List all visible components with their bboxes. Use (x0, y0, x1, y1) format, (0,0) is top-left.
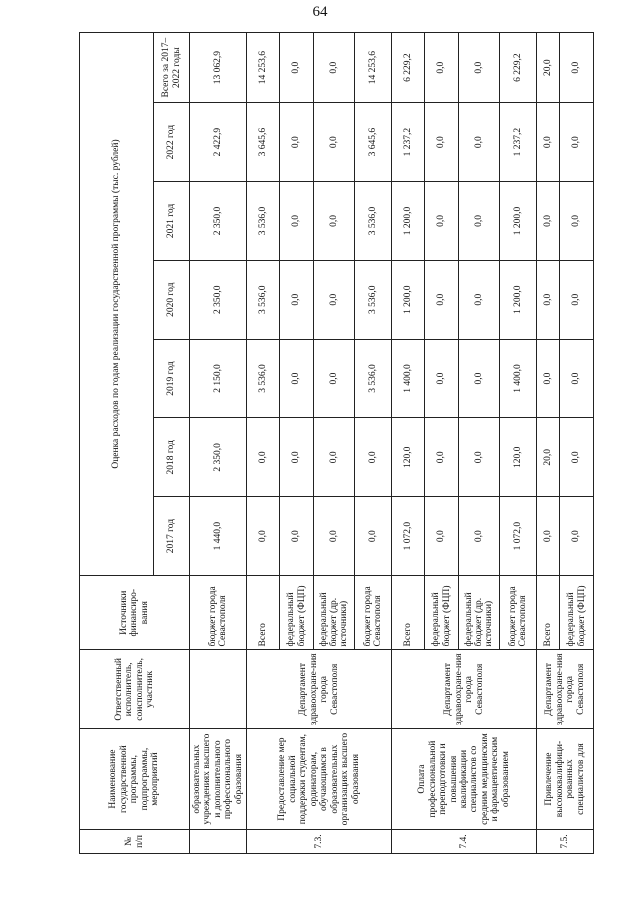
row-responsible: Департамент здравоохране-ния города Севастополя (247, 650, 392, 729)
row-responsible: Департамент здравоохране-ния города Севастополя (392, 650, 537, 729)
value-cell: 1 237,2 (392, 103, 425, 182)
value-cell: 0,0 (425, 182, 459, 261)
table-row (190, 33, 247, 854)
header-year: 2022 год (154, 103, 190, 182)
value-cell: 1 200,0 (500, 182, 537, 261)
value-cell: 3 536,0 (247, 339, 280, 418)
row-source: Всего (247, 576, 280, 650)
row-responsible: Департамент здравоохране-ния города Севастополя (537, 650, 594, 729)
value-cell: 2 422,9 (190, 103, 247, 182)
value-cell: 0,0 (459, 497, 500, 576)
value-cell: 1 200,0 (392, 260, 425, 339)
header-no: № п/п (80, 829, 190, 853)
row-number (190, 829, 247, 853)
value-cell: 0,0 (314, 418, 355, 497)
value-cell: 0,0 (560, 260, 594, 339)
header-year: 2020 год (154, 260, 190, 339)
row-source: бюджет города Севастополя (190, 576, 247, 650)
row-source: Всего (537, 576, 560, 650)
value-cell: 0,0 (459, 339, 500, 418)
value-cell: 0,0 (560, 497, 594, 576)
value-cell: 0,0 (280, 103, 314, 182)
header-year: 2019 год (154, 339, 190, 418)
value-cell: 0,0 (280, 182, 314, 261)
value-cell: 0,0 (537, 182, 560, 261)
table-row (537, 33, 560, 854)
value-cell: 3 536,0 (355, 339, 392, 418)
value-cell: 3 536,0 (247, 260, 280, 339)
value-cell: 0,0 (280, 260, 314, 339)
header-row (80, 33, 154, 854)
value-cell-total: 0,0 (560, 33, 594, 103)
value-cell: 0,0 (425, 260, 459, 339)
value-cell: 0,0 (355, 418, 392, 497)
header-name: Наименование государственной программы, подпрограммы, мероприятий (80, 729, 190, 830)
value-cell-total: 6 229,2 (500, 33, 537, 103)
header-year: 2017 год (154, 497, 190, 576)
value-cell: 3 645,6 (355, 103, 392, 182)
value-cell-total: 13 062,9 (190, 33, 247, 103)
row-name: Привлечение высококвалифици-рованных специалистов для (537, 729, 594, 830)
row-source: федеральный бюджет (ФЦП) (560, 576, 594, 650)
value-cell: 1 072,0 (500, 497, 537, 576)
value-cell: 0,0 (537, 260, 560, 339)
header-year: 2018 год (154, 418, 190, 497)
value-cell-total: 14 253,6 (355, 33, 392, 103)
value-cell-total: 20,0 (537, 33, 560, 103)
value-cell-total: 0,0 (425, 33, 459, 103)
value-cell: 0,0 (280, 339, 314, 418)
value-cell: 1 237,2 (500, 103, 537, 182)
value-cell: 2 350,0 (190, 182, 247, 261)
value-cell: 0,0 (280, 497, 314, 576)
value-cell: 0,0 (560, 418, 594, 497)
value-cell-total: 0,0 (280, 33, 314, 103)
value-cell: 0,0 (247, 497, 280, 576)
row-source: федеральный бюджет (др. источники) (459, 576, 500, 650)
row-source: федеральный бюджет (ФЦП) (280, 576, 314, 650)
row-source: бюджет города Севастополя (355, 576, 392, 650)
header-total: Всего за 2017–2022 годы (154, 33, 190, 103)
table-row (392, 33, 425, 854)
row-source: федеральный бюджет (ФЦП) (425, 576, 459, 650)
value-cell: 3 645,6 (247, 103, 280, 182)
funding-table (79, 32, 594, 854)
value-cell: 0,0 (459, 182, 500, 261)
value-cell: 120,0 (500, 418, 537, 497)
value-cell-total: 0,0 (459, 33, 500, 103)
header-responsible: Ответственный исполнитель, соисполнитель, участник (80, 650, 190, 729)
value-cell-total: 14 253,6 (247, 33, 280, 103)
value-cell: 0,0 (314, 260, 355, 339)
row-number: 7.4. (392, 829, 537, 853)
value-cell: 1 400,0 (500, 339, 537, 418)
value-cell: 3 536,0 (247, 182, 280, 261)
header-estimate: Оценка расходов по годам реализации государственной программы (тыс. рублей) (80, 33, 154, 576)
value-cell: 2 350,0 (190, 418, 247, 497)
value-cell: 0,0 (314, 182, 355, 261)
value-cell: 20,0 (537, 418, 560, 497)
value-cell: 0,0 (314, 339, 355, 418)
rotated-table-container (79, 32, 619, 854)
value-cell: 2 350,0 (190, 260, 247, 339)
value-cell: 0,0 (459, 418, 500, 497)
table-row (247, 33, 280, 854)
row-responsible (190, 650, 247, 729)
value-cell-total: 0,0 (314, 33, 355, 103)
value-cell: 1 440,0 (190, 497, 247, 576)
value-cell: 0,0 (560, 182, 594, 261)
value-cell: 3 536,0 (355, 182, 392, 261)
value-cell: 1 400,0 (392, 339, 425, 418)
value-cell: 120,0 (392, 418, 425, 497)
value-cell: 0,0 (459, 260, 500, 339)
value-cell: 2 150,0 (190, 339, 247, 418)
value-cell: 0,0 (425, 497, 459, 576)
value-cell: 3 536,0 (355, 260, 392, 339)
value-cell: 0,0 (560, 339, 594, 418)
row-source: бюджет города Севастополя (500, 576, 537, 650)
row-name: Оплата профессиональной переподготовки и повышения квалификации специалистов со средним медицинским и фармацевтическим образованием (392, 729, 537, 830)
header-source: Источники финансиро-вания (80, 576, 190, 650)
row-source: Всего (392, 576, 425, 650)
value-cell: 0,0 (425, 103, 459, 182)
page-number: 64 (312, 4, 328, 20)
value-cell: 1 072,0 (392, 497, 425, 576)
row-number: 7.5. (537, 829, 594, 853)
row-number: 7.3. (247, 829, 392, 853)
row-source: федеральный бюджет (др. источники) (314, 576, 355, 650)
value-cell: 0,0 (425, 339, 459, 418)
value-cell: 0,0 (280, 418, 314, 497)
value-cell: 0,0 (314, 103, 355, 182)
value-cell: 0,0 (314, 497, 355, 576)
value-cell: 0,0 (537, 339, 560, 418)
header-year: 2021 год (154, 182, 190, 261)
value-cell: 0,0 (425, 418, 459, 497)
value-cell: 0,0 (537, 497, 560, 576)
value-cell: 0,0 (560, 103, 594, 182)
row-name: Предоставление мер социальной поддержки студентам, ординаторам, обучающимся в образовательных организациях высшего образования (247, 729, 392, 830)
value-cell: 0,0 (459, 103, 500, 182)
value-cell: 1 200,0 (392, 182, 425, 261)
row-name: образовательных учреждениях высшего и дополнительного профессионального образования (190, 729, 247, 830)
value-cell: 1 200,0 (500, 260, 537, 339)
value-cell: 0,0 (247, 418, 280, 497)
value-cell: 0,0 (355, 497, 392, 576)
value-cell: 0,0 (537, 103, 560, 182)
value-cell-total: 6 229,2 (392, 33, 425, 103)
